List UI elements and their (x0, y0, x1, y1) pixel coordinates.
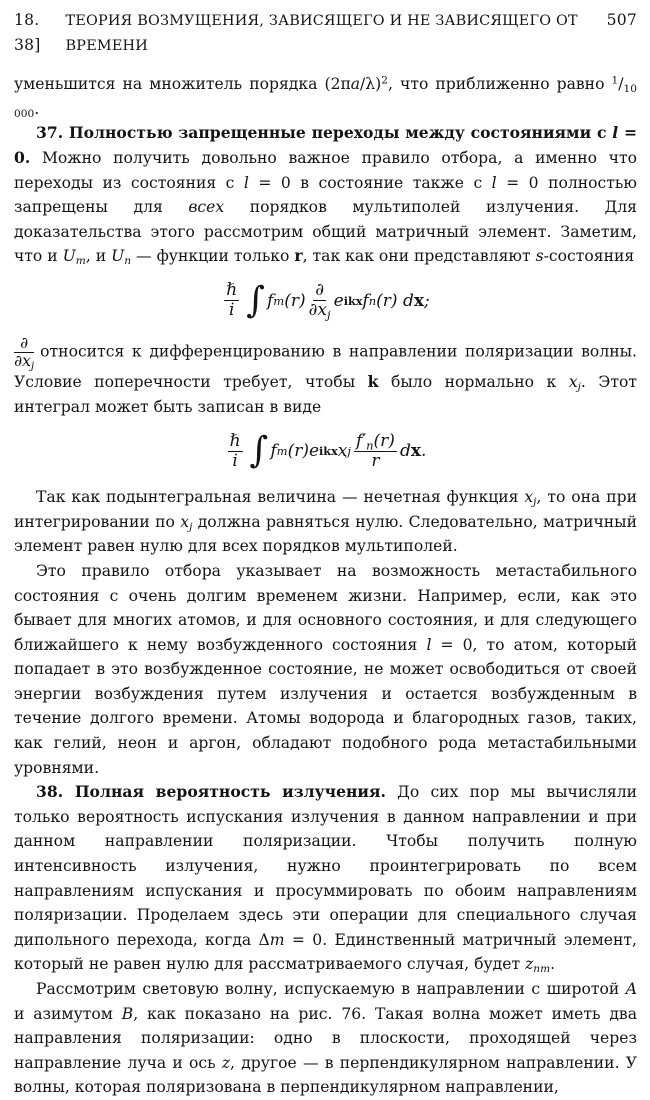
metastable-paragraph: Это правило отбора указывает на возможность метастабильного состояния с очень долгим временем жизни. Например, если, как это бывает для многих атомов, и для основного состояния, и для следующего ближайшего к нему возбужденного состояния l = 0, то атом, который попадает в это возбужденное состояние, не может освободиться от своей энергии возбуждения путем излучения и остается возбужденным в течение долгого времени. Атомы водорода и благородных газов, таких, как гелий, неон и аргон, обладают подобного рода метастабильными уровнями. (14, 561, 637, 777)
section-37-paragraph: 37. Полностью запрещенные переходы между состояниями с l = 0. Можно получить довольно важное правило отбора, а именно что переходы из состояния с l = 0 в состояние также с l = 0 полностью запрещены для всех порядков мультиполей излучения. Для доказательства этого рассмотрим общий матричный элемент. Заметим, что и $U_m$, и $U_n$ — функции только r, так как они представляют s-состояния (14, 123, 638, 268)
running-title: ТЕОРИЯ ВОЗМУЩЕНИЯ, ЗАВИСЯЩЕГО И НЕ ЗАВИСЯЩЕГО ОТ ВРЕМЕНИ (65, 13, 578, 54)
derivative-paragraph: $\frac{\partial}{\partial x_j}$ относится к дифференцированию в направлении поляризации волны. Условие поперечности требует, чтобы k было нормально к $x_j$. Этот интеграл может быть записан в виде (14, 333, 637, 416)
section-ref: 18. 38] (14, 11, 41, 54)
section-38-heading: 38. Полная вероятность излучения. (36, 782, 386, 802)
section-38-paragraph: 38. Полная вероятность излучения. До сих пор мы вычисляли только вероятность испускания излучения в данном направлении и при данном направлении поляризации. Чтобы получить полную интенсивность излучения, нужно проинтегрировать по всем направлениям испускания и просуммировать по обоим направлениям поляризации. Проделаем здесь эти операции для специального случая дипольного перехода, когда Δm = 0. Единственный матричный элемент, который не равен нулю для рассматриваемого случая, будет $z_{nm}$. (14, 782, 637, 976)
derivative-fraction: $\frac{\partial}{\partial x_j}$ (14, 333, 35, 373)
odd-function-paragraph: Так как подынтегральная величина — нечетная функция $x_j$, то она при интегрировании по $x_j$ должна равняться нулю. Следовательно, матричный элемент равен нулю для всех порядков мультиполей. (14, 488, 637, 556)
intro-paragraph: уменьшится на множитель порядка $(2\pi a/\lambda)^2$, что приближенно равно $^1/_{10 000}$. (14, 74, 638, 120)
page-header (14, 8, 637, 58)
page-number: 507 (606, 11, 637, 29)
formula-matrix-element: $\frac{\text{ℏ}}{i}$ ∫ f m (r) $\frac{\partial}{\partial x_j}$ e ikx f n (r) d x ; (226, 279, 430, 322)
formula-rewritten-integral: $\frac{\text{ℏ}}{i}$ ∫ f m (r) e ikx x j $\frac{f'_n(r)}{r}$ d x . (229, 430, 427, 472)
section-37-heading: 37. Полностью запрещенные переходы между состояниями с l = 0. (14, 123, 638, 167)
light-wave-paragraph: Рассмотрим световую волну, испускаемую в направлении с широтой A и азимутом B, как показано на рис. 76. Такая волна может иметь два направления поляризации: одно в плоскости, проходящей через направление луча и ось z, другое — в перпендикулярном направлении. У волны, которая поляризована в перпендикулярном направлении, (14, 980, 637, 1097)
